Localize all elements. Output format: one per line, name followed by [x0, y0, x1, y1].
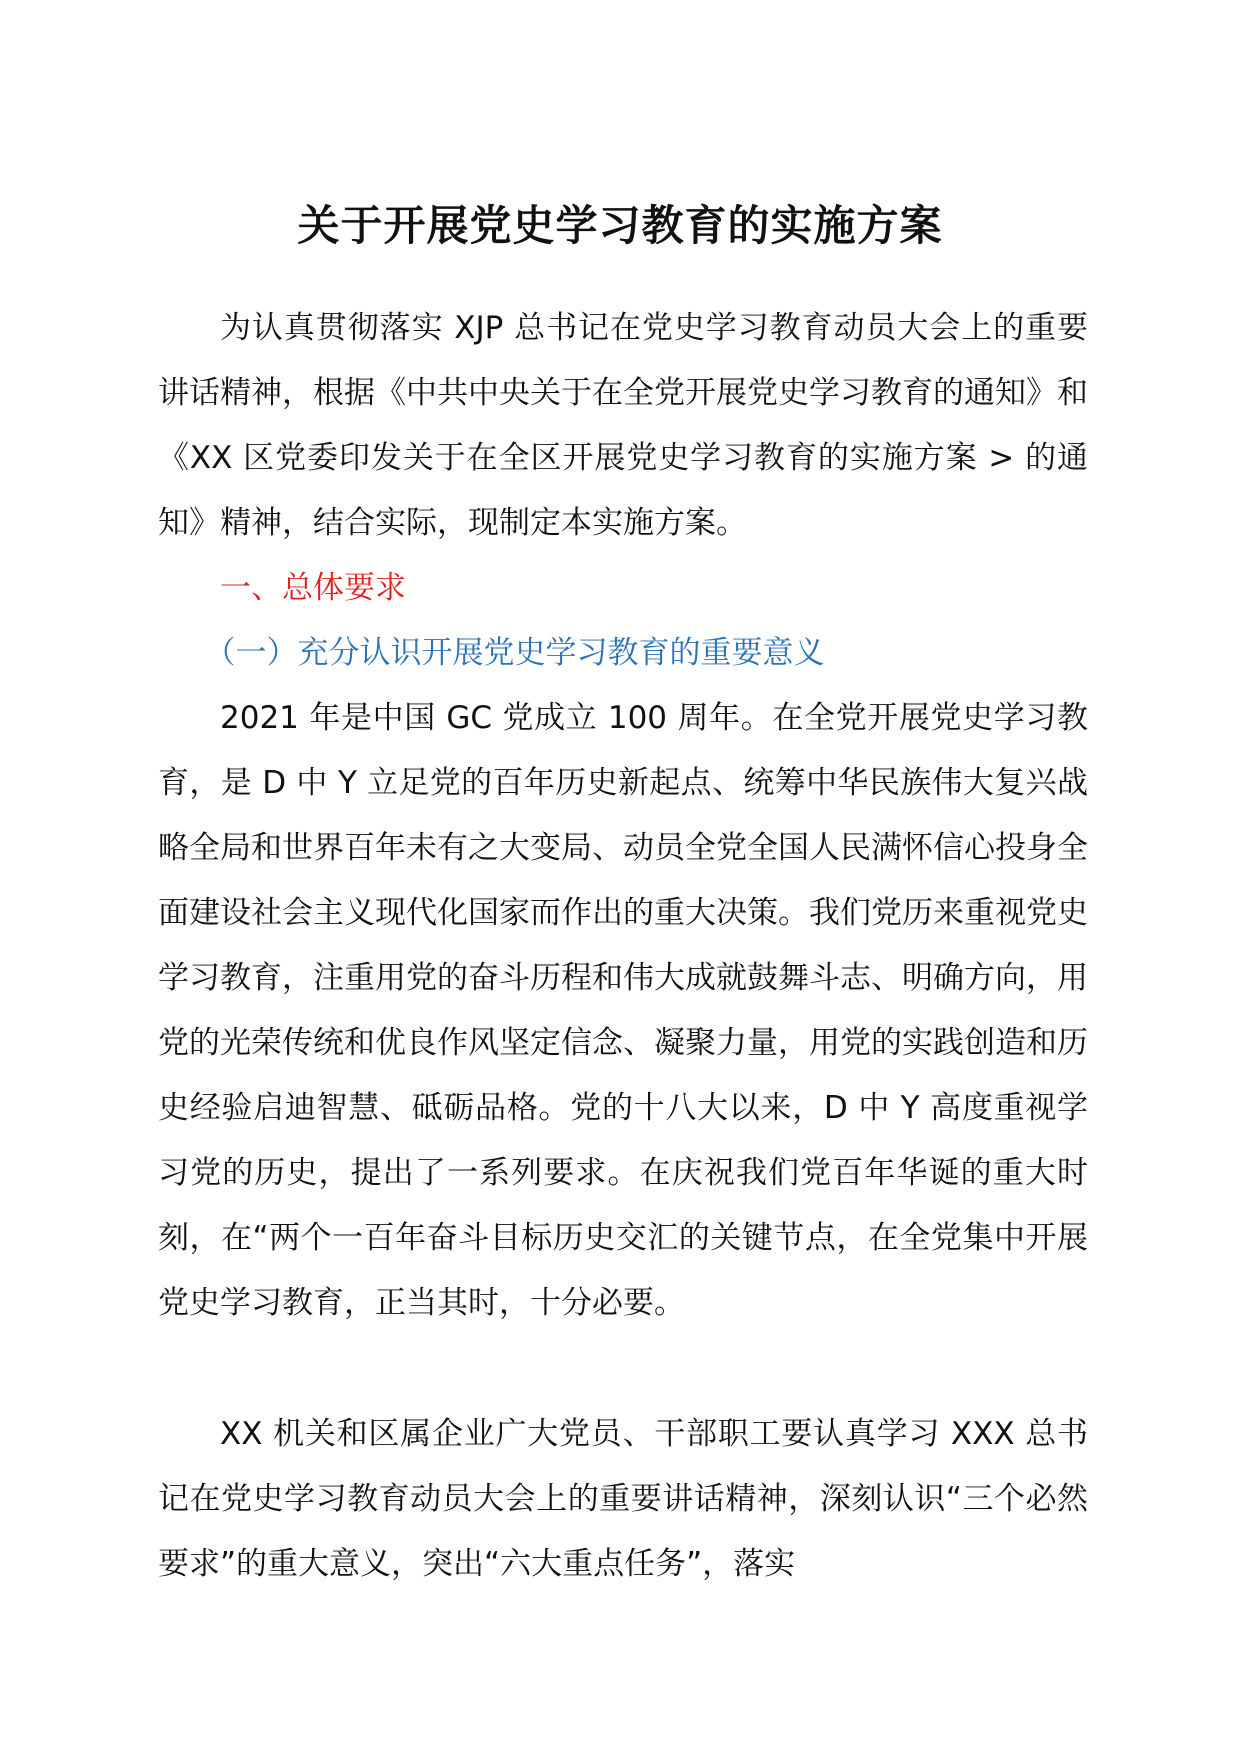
subsection-heading-significance: （一）充分认识开展党史学习教育的重要意义 — [204, 635, 825, 671]
paragraph-study-requirements: XX 机关和区属企业广大党员、干部职工要认真学习 XXX 总书记在党史学习教育动员大会上的重要讲话精神，深刻认识“三个必然要求”的重大意义，突出“六大重点任务”，落实 — [158, 1416, 1088, 1582]
document-title: 关于开展党史学习教育的实施方案 — [297, 201, 943, 250]
section-heading-general-requirements: 一、总体要求 — [220, 570, 406, 606]
intro-paragraph: 为认真贯彻落实 XJP 总书记在党史学习教育动员大会上的重要讲话精神，根据《中共中央关于在全党开展党史学习教育的通知》和《XX 区党委印发关于在全区开展党史学习教育的实施方案 > 的通知》精神，结合实际，现制定本实施方案。 — [158, 310, 1088, 541]
paragraph-significance: 2021 年是中国 GC 党成立 100 周年。在全党开展党史学习教育，是 D 中 Y 立足党的百年历史新起点、统筹中华民族伟大复兴战略全局和世界百年未有之大变局、动员全党全国人民满怀信心投身全面建设社会主义现代化国家而作出的重大决策。我们党历来重视党史学习教育，注重用党的奋斗历程和伟大成就鼓舞斗志、明确方向，用党的光荣传统和优良作风坚定信念、凝聚力量，用党的实践创造和历史经验启迪智慧、砥砺品格。党的十八大以来，D 中 Y 高度重视学习党的历史，提出了一系列要求。在庆祝我们党百年华诞的重大时刻，在“两个一百年奋斗目标历史交汇的关键节点，在全党集中开展党史学习教育，正当其时，十分必要。 — [158, 700, 1088, 1321]
